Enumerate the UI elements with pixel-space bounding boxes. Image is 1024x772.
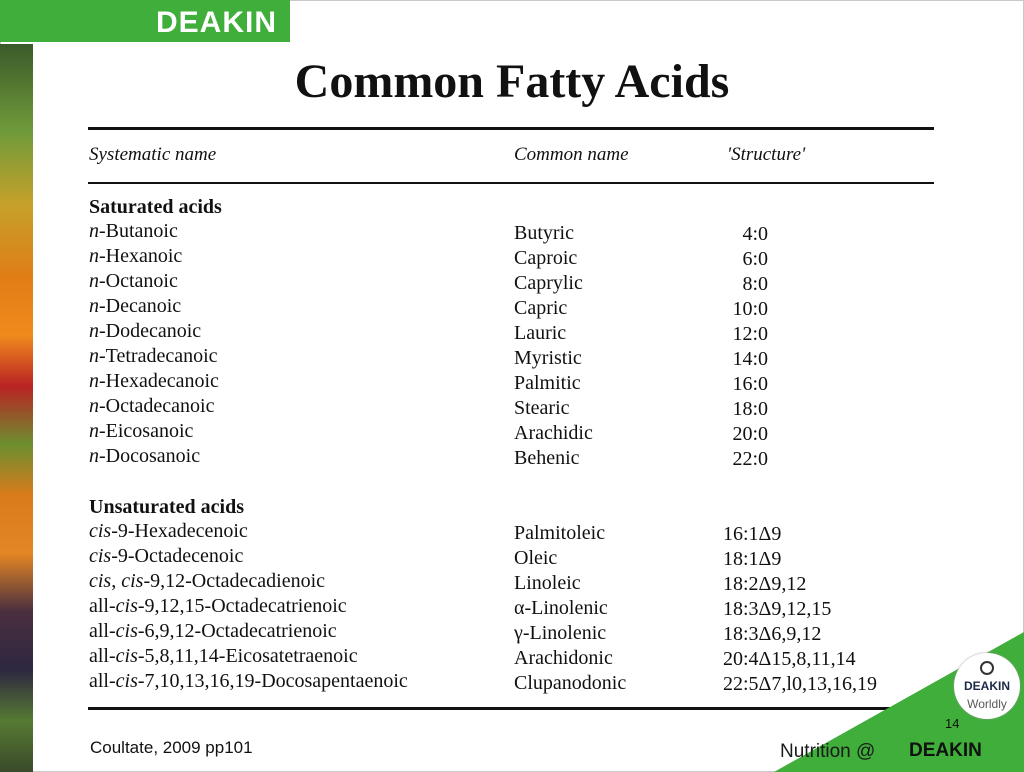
header-common-name: Common name — [514, 144, 629, 165]
systematic-prefix: n — [89, 370, 99, 392]
structure: 22:5Δ7,l0,13,16,19 — [723, 673, 877, 695]
table-row-saturated — [0, 295, 1024, 320]
unsaturated-section-heading: Unsaturated acids — [89, 496, 245, 518]
common-name: Oleic — [514, 547, 558, 569]
badge-deakin-text: DEAKIN — [963, 679, 1010, 693]
table-row-saturated — [0, 270, 1024, 295]
structure: 4:0 — [742, 223, 768, 245]
table-row-saturated — [0, 220, 1024, 245]
systematic-prefix: n — [89, 345, 99, 367]
table-row-saturated — [0, 245, 1024, 270]
saturated-section-heading: Saturated acids — [89, 196, 222, 218]
systematic-prefix: n — [89, 445, 99, 467]
systematic-prefix: n — [89, 245, 99, 267]
common-name: Caprylic — [514, 272, 583, 294]
footer-nutrition-text: Nutrition @ — [780, 741, 876, 762]
structure: 18:2Δ9,12 — [723, 573, 807, 595]
common-name: Palmitoleic — [514, 522, 606, 544]
common-name: Arachidic — [514, 422, 593, 444]
structure: 10:0 — [732, 298, 768, 320]
systematic-stem: -Octadecanoic — [99, 395, 215, 417]
systematic-name: all-cis-6,9,12-Octadecatrienoic — [89, 620, 337, 642]
deakin-worldly-badge — [954, 653, 1020, 719]
systematic-name — [89, 395, 214, 418]
systematic-name: all-cis-9,12,15-Octadecatrienoic — [89, 595, 347, 617]
common-name: Myristic — [514, 347, 582, 369]
structure: 20:4Δ15,8,11,14 — [723, 648, 856, 670]
common-name: Lauric — [514, 322, 567, 344]
systematic-stem: -Eicosanoic — [99, 420, 194, 442]
common-name: Capric — [514, 297, 568, 319]
systematic-stem: -Tetradecanoic — [99, 345, 218, 367]
systematic-name — [89, 420, 193, 443]
systematic-stem: -Hexanoic — [99, 245, 183, 267]
common-name: Behenic — [514, 447, 580, 469]
systematic-prefix: n — [89, 395, 99, 417]
systematic-name — [89, 220, 178, 243]
footer-deakin-text: DEAKIN — [909, 740, 982, 761]
systematic-prefix: n — [89, 320, 99, 342]
common-name: Linoleic — [514, 572, 581, 594]
systematic-name: all-cis-5,8,11,14-Eicosatetraenoic — [89, 645, 358, 667]
systematic-prefix: n — [89, 270, 99, 292]
systematic-name — [89, 345, 218, 368]
header-rule — [88, 182, 934, 184]
systematic-stem: -Decanoic — [99, 295, 182, 317]
structure: 22:0 — [732, 448, 768, 470]
table-row-unsaturated — [0, 545, 1024, 570]
systematic-name — [89, 270, 178, 293]
structure: 14:0 — [732, 348, 768, 370]
table-row-unsaturated — [0, 595, 1024, 620]
structure: 16:0 — [732, 373, 768, 395]
table-row-saturated — [0, 320, 1024, 345]
table-row-saturated — [0, 445, 1024, 470]
systematic-stem: -Butanoic — [99, 220, 178, 242]
table-row-unsaturated — [0, 570, 1024, 595]
systematic-name — [89, 295, 181, 318]
table-row-saturated — [0, 420, 1024, 445]
common-name: α-Linolenic — [514, 597, 608, 619]
systematic-name: cis-9-Hexadecenoic — [89, 520, 248, 542]
structure: 18:0 — [732, 398, 768, 420]
systematic-name: all-cis-7,10,13,16,19-Docosapentaenoic — [89, 670, 408, 692]
systematic-stem: -Dodecanoic — [99, 320, 202, 342]
table-row-saturated — [0, 345, 1024, 370]
table-row-saturated — [0, 395, 1024, 420]
structure: 8:0 — [742, 273, 768, 295]
systematic-stem: -Docosanoic — [99, 445, 201, 467]
systematic-prefix: n — [89, 420, 99, 442]
common-name: Caproic — [514, 247, 578, 269]
page-number: 14 — [945, 716, 960, 731]
structure: 16:1Δ9 — [723, 523, 782, 545]
crest-icon — [980, 661, 994, 675]
deakin-logo-text: DEAKIN — [156, 6, 278, 39]
badge-worldly-text: Worldly — [967, 697, 1007, 711]
header-structure: 'Structure' — [727, 144, 806, 165]
common-name: γ-Linolenic — [514, 622, 607, 644]
systematic-name — [89, 245, 182, 268]
common-name: Arachidonic — [514, 647, 613, 669]
structure: 18:3Δ9,12,15 — [723, 598, 832, 620]
systematic-stem: -Octanoic — [99, 270, 178, 292]
systematic-name: cis-9-Octadecenoic — [89, 545, 244, 567]
common-name: Stearic — [514, 397, 570, 419]
citation: Coultate, 2009 pp101 — [90, 738, 253, 757]
table-top-rule — [88, 127, 934, 130]
slide-title: Common Fatty Acids — [294, 55, 730, 108]
systematic-stem: -Hexadecanoic — [99, 370, 219, 392]
common-name: Palmitic — [514, 372, 581, 394]
table-row-unsaturated — [0, 520, 1024, 545]
common-name: Butyric — [514, 222, 574, 244]
structure: 18:1Δ9 — [723, 548, 782, 570]
structure: 20:0 — [732, 423, 768, 445]
systematic-prefix: n — [89, 295, 99, 317]
structure: 18:3Δ6,9,12 — [723, 623, 822, 645]
table-row-saturated — [0, 370, 1024, 395]
header-systematic-name: Systematic name — [89, 144, 217, 165]
systematic-name — [89, 445, 200, 468]
common-name: Clupanodonic — [514, 672, 627, 694]
systematic-name — [89, 320, 201, 343]
structure: 6:0 — [742, 248, 768, 270]
systematic-name: cis, cis-9,12-Octadecadienoic — [89, 570, 326, 592]
systematic-name — [89, 370, 219, 393]
systematic-prefix: n — [89, 220, 99, 242]
structure: 12:0 — [732, 323, 768, 345]
